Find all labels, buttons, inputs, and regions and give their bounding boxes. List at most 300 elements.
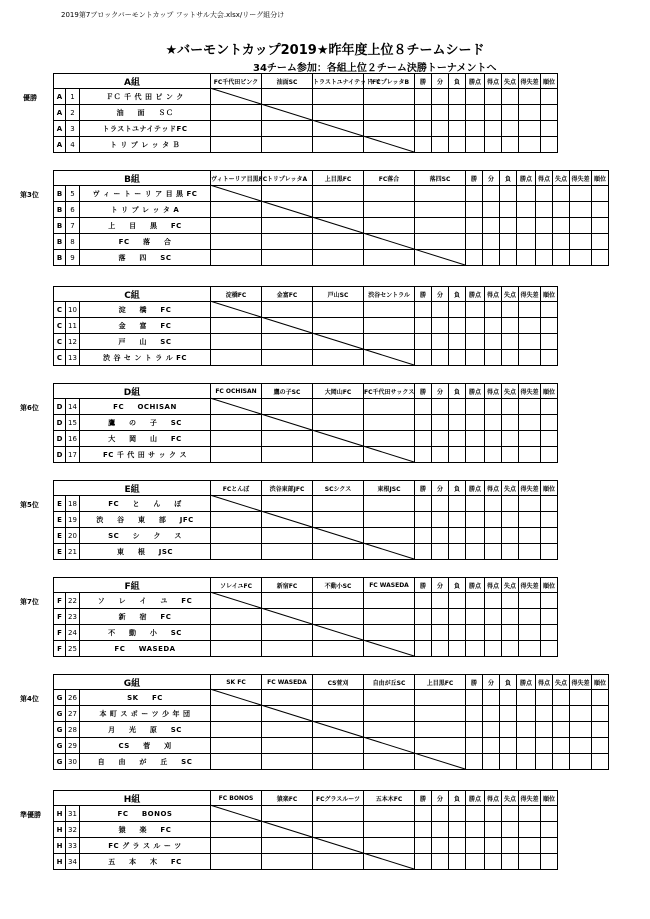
stat-cell	[570, 202, 592, 218]
team-number: 29	[66, 738, 80, 754]
stat-cell	[483, 754, 500, 770]
stat-cell	[519, 318, 541, 334]
previous-rank-label: 第3位	[20, 191, 39, 199]
group-table-B組	[53, 170, 609, 266]
match-result-cell	[211, 202, 262, 218]
stat-cell	[485, 625, 502, 641]
match-result-cell	[211, 137, 262, 153]
stat-cell	[500, 186, 517, 202]
stat-cell	[500, 218, 517, 234]
group-letter: C	[54, 302, 66, 318]
opponent-header: 上目黒FC	[415, 675, 466, 690]
group-letter: H	[54, 854, 66, 870]
stat-cell	[415, 528, 432, 544]
stat-header: 失点	[502, 74, 519, 89]
previous-rank-label: 第6位	[20, 404, 39, 412]
opponent-header: FC落合	[364, 171, 415, 186]
stat-cell	[517, 218, 536, 234]
match-result-cell	[262, 822, 313, 838]
stat-cell	[483, 706, 500, 722]
stat-cell	[432, 105, 449, 121]
group-name: F組	[54, 578, 211, 593]
team-row	[54, 202, 609, 218]
team-row	[54, 318, 558, 334]
stat-cell	[502, 105, 519, 121]
stat-header: 得点	[536, 171, 553, 186]
stat-header: 失点	[502, 481, 519, 496]
team-number: 25	[66, 641, 80, 657]
team-row	[54, 641, 558, 657]
opponent-header: SCシクス	[313, 481, 364, 496]
stat-cell	[517, 186, 536, 202]
stat-cell	[466, 105, 485, 121]
stat-header: 分	[483, 675, 500, 690]
stat-cell	[466, 822, 485, 838]
match-result-cell	[262, 250, 313, 266]
opponent-header: 落四SC	[415, 171, 466, 186]
stat-cell	[519, 415, 541, 431]
match-result-cell	[211, 186, 262, 202]
group-letter: C	[54, 350, 66, 366]
stat-cell	[502, 447, 519, 463]
opponent-header: トラストユナイテッドFC	[313, 74, 364, 89]
opponent-header: 鷹の子SC	[262, 384, 313, 399]
stat-header: 勝	[415, 578, 432, 593]
stat-cell	[536, 202, 553, 218]
match-result-cell	[262, 512, 313, 528]
stat-cell	[541, 121, 558, 137]
stat-cell	[570, 234, 592, 250]
opponent-header: FC BONOS	[211, 791, 262, 806]
group-name: E組	[54, 481, 211, 496]
match-result-cell	[262, 838, 313, 854]
stat-header: 分	[432, 578, 449, 593]
stat-cell	[415, 431, 432, 447]
match-result-cell	[313, 399, 364, 415]
stat-cell	[432, 822, 449, 838]
team-name: 鷹 の 子 SC	[80, 415, 211, 431]
stat-cell	[502, 137, 519, 153]
stat-cell	[449, 431, 466, 447]
stat-cell	[485, 528, 502, 544]
team-number: 3	[66, 121, 80, 137]
match-result-cell	[364, 838, 415, 854]
team-name: FC WASEDA	[80, 641, 211, 657]
stat-header: 得点	[485, 74, 502, 89]
stat-header: 得失差	[519, 384, 541, 399]
group-table-D組	[53, 383, 558, 463]
team-number: 6	[66, 202, 80, 218]
team-name: CS 菅 刈	[80, 738, 211, 754]
stat-header: 失点	[553, 171, 570, 186]
stat-cell	[502, 512, 519, 528]
stat-cell	[519, 447, 541, 463]
group-letter: F	[54, 593, 66, 609]
team-name: 戸 山 SC	[80, 334, 211, 350]
stat-cell	[541, 399, 558, 415]
stat-cell	[519, 399, 541, 415]
team-name: ト リ プ レ ッ タ A	[80, 202, 211, 218]
team-number: 5	[66, 186, 80, 202]
group-letter: F	[54, 641, 66, 657]
stat-header: 負	[449, 287, 466, 302]
stat-cell	[502, 528, 519, 544]
match-result-cell	[262, 399, 313, 415]
team-row	[54, 722, 609, 738]
group-letter: F	[54, 625, 66, 641]
stat-cell	[502, 431, 519, 447]
stat-cell	[415, 496, 432, 512]
stat-cell	[483, 218, 500, 234]
match-result-cell	[415, 218, 466, 234]
team-name: 自 由 が 丘 SC	[80, 754, 211, 770]
stat-cell	[449, 399, 466, 415]
stat-cell	[541, 334, 558, 350]
stat-cell	[449, 806, 466, 822]
group-table-F組	[53, 577, 558, 657]
stat-cell	[449, 105, 466, 121]
group-table-E組	[53, 480, 558, 560]
match-result-cell	[262, 318, 313, 334]
match-result-cell	[364, 754, 415, 770]
stat-cell	[592, 250, 609, 266]
match-result-cell	[313, 854, 364, 870]
group-table-C組	[53, 286, 558, 366]
stat-cell	[517, 738, 536, 754]
match-result-cell	[313, 838, 364, 854]
match-result-cell	[313, 218, 364, 234]
team-name: ＦＣ 千 代 田 ピ ン ク	[80, 89, 211, 105]
stat-header: 失点	[502, 791, 519, 806]
stat-header: 順位	[592, 675, 609, 690]
stat-cell	[502, 415, 519, 431]
match-result-cell	[415, 186, 466, 202]
stat-cell	[570, 738, 592, 754]
stat-cell	[592, 706, 609, 722]
stat-cell	[541, 431, 558, 447]
stat-cell	[541, 838, 558, 854]
stat-cell	[553, 754, 570, 770]
stat-cell	[466, 350, 485, 366]
stat-cell	[449, 854, 466, 870]
team-number: 11	[66, 318, 80, 334]
stat-cell	[415, 302, 432, 318]
team-row	[54, 334, 558, 350]
team-number: 24	[66, 625, 80, 641]
match-result-cell	[262, 593, 313, 609]
opponent-header: FC WASEDA	[364, 578, 415, 593]
match-result-cell	[313, 496, 364, 512]
match-result-cell	[211, 234, 262, 250]
stat-header: 勝	[466, 675, 483, 690]
stat-header: 得失差	[519, 791, 541, 806]
team-number: 18	[66, 496, 80, 512]
match-result-cell	[364, 202, 415, 218]
group-grid	[53, 790, 558, 870]
stat-cell	[415, 350, 432, 366]
team-row	[54, 822, 558, 838]
team-name: FC BONOS	[80, 806, 211, 822]
opponent-header: 金富FC	[262, 287, 313, 302]
opponent-header: 東根JSC	[364, 481, 415, 496]
team-number: 1	[66, 89, 80, 105]
stat-header: 分	[432, 791, 449, 806]
team-name: トラストユナイテッドFC	[80, 121, 211, 137]
stat-header: 得点	[485, 791, 502, 806]
match-result-cell	[211, 496, 262, 512]
group-name: G組	[54, 675, 211, 690]
match-result-cell	[262, 641, 313, 657]
stat-cell	[449, 609, 466, 625]
group-letter: E	[54, 544, 66, 560]
group-letter: E	[54, 528, 66, 544]
stat-cell	[519, 838, 541, 854]
stat-cell	[483, 186, 500, 202]
group-grid	[53, 674, 609, 770]
stat-cell	[519, 334, 541, 350]
stat-cell	[536, 738, 553, 754]
stat-cell	[485, 544, 502, 560]
opponent-header: SK FC	[211, 675, 262, 690]
stat-cell	[483, 722, 500, 738]
stat-cell	[541, 528, 558, 544]
stat-cell	[432, 609, 449, 625]
stat-cell	[415, 334, 432, 350]
stat-cell	[485, 496, 502, 512]
stat-cell	[415, 822, 432, 838]
stat-cell	[500, 722, 517, 738]
team-row	[54, 593, 558, 609]
stat-cell	[502, 350, 519, 366]
team-row	[54, 806, 558, 822]
opponent-header: 猿楽FC	[262, 791, 313, 806]
match-result-cell	[364, 722, 415, 738]
match-result-cell	[262, 690, 313, 706]
team-row	[54, 137, 558, 153]
match-result-cell	[364, 137, 415, 153]
stat-header: 負	[449, 791, 466, 806]
match-result-cell	[211, 806, 262, 822]
stat-cell	[541, 415, 558, 431]
stat-cell	[502, 625, 519, 641]
opponent-header: 油面SC	[262, 74, 313, 89]
match-result-cell	[211, 431, 262, 447]
stat-cell	[415, 609, 432, 625]
team-number: 9	[66, 250, 80, 266]
stat-header: 順位	[541, 791, 558, 806]
stat-cell	[485, 302, 502, 318]
stat-cell	[466, 722, 483, 738]
match-result-cell	[211, 690, 262, 706]
match-result-cell	[211, 302, 262, 318]
stat-header: 失点	[553, 675, 570, 690]
stat-cell	[519, 105, 541, 121]
stat-cell	[519, 593, 541, 609]
match-result-cell	[364, 105, 415, 121]
stat-cell	[466, 318, 485, 334]
match-result-cell	[313, 593, 364, 609]
match-result-cell	[211, 593, 262, 609]
stat-cell	[570, 754, 592, 770]
match-result-cell	[313, 609, 364, 625]
match-result-cell	[211, 318, 262, 334]
stat-cell	[415, 593, 432, 609]
match-result-cell	[313, 334, 364, 350]
match-result-cell	[262, 202, 313, 218]
stat-cell	[432, 838, 449, 854]
stat-cell	[415, 137, 432, 153]
group-grid	[53, 480, 558, 560]
match-result-cell	[262, 738, 313, 754]
stat-cell	[553, 202, 570, 218]
group-grid	[53, 383, 558, 463]
stat-cell	[432, 318, 449, 334]
team-row	[54, 250, 609, 266]
stat-cell	[415, 415, 432, 431]
match-result-cell	[364, 234, 415, 250]
team-number: 7	[66, 218, 80, 234]
group-header-row	[54, 481, 558, 496]
team-row	[54, 447, 558, 463]
team-number: 14	[66, 399, 80, 415]
match-result-cell	[313, 528, 364, 544]
stat-cell	[415, 89, 432, 105]
stat-cell	[415, 544, 432, 560]
match-result-cell	[364, 415, 415, 431]
match-result-cell	[211, 334, 262, 350]
stat-cell	[592, 754, 609, 770]
stat-cell	[519, 609, 541, 625]
stat-cell	[432, 350, 449, 366]
stat-cell	[592, 738, 609, 754]
match-result-cell	[313, 544, 364, 560]
match-result-cell	[415, 722, 466, 738]
match-result-cell	[262, 806, 313, 822]
group-table-H組	[53, 790, 558, 870]
group-letter: A	[54, 105, 66, 121]
stat-cell	[432, 89, 449, 105]
stat-cell	[415, 447, 432, 463]
stat-cell	[432, 854, 449, 870]
match-result-cell	[211, 754, 262, 770]
stat-cell	[502, 806, 519, 822]
team-row	[54, 431, 558, 447]
stat-header: 勝点	[466, 791, 485, 806]
stat-cell	[466, 528, 485, 544]
match-result-cell	[262, 218, 313, 234]
stat-header: 勝	[415, 74, 432, 89]
opponent-header: FC千代田ピンク	[211, 74, 262, 89]
stat-header: 勝	[415, 481, 432, 496]
match-result-cell	[211, 854, 262, 870]
match-result-cell	[364, 706, 415, 722]
stat-cell	[432, 334, 449, 350]
stat-cell	[449, 822, 466, 838]
stat-cell	[500, 234, 517, 250]
group-header-row	[54, 171, 609, 186]
stat-header: 順位	[541, 481, 558, 496]
stat-cell	[485, 593, 502, 609]
group-letter: G	[54, 690, 66, 706]
stat-cell	[485, 89, 502, 105]
team-row	[54, 625, 558, 641]
stat-cell	[466, 738, 483, 754]
stat-header: 得点	[485, 287, 502, 302]
match-result-cell	[364, 496, 415, 512]
stat-cell	[517, 202, 536, 218]
team-name: SC シ ク ス	[80, 528, 211, 544]
match-result-cell	[211, 706, 262, 722]
stat-cell	[570, 722, 592, 738]
team-number: 12	[66, 334, 80, 350]
stat-header: 勝	[466, 171, 483, 186]
stat-header: 勝点	[466, 578, 485, 593]
match-result-cell	[364, 822, 415, 838]
stat-cell	[466, 838, 485, 854]
group-letter: H	[54, 838, 66, 854]
page-subtitle: 34チーム参加：各組上位２チーム決勝トーナメントへ	[253, 63, 497, 74]
match-result-cell	[364, 89, 415, 105]
group-letter: D	[54, 431, 66, 447]
stat-cell	[466, 690, 483, 706]
stat-cell	[449, 89, 466, 105]
stat-cell	[570, 186, 592, 202]
match-result-cell	[364, 218, 415, 234]
stat-header: 負	[500, 675, 517, 690]
group-header-row	[54, 578, 558, 593]
stat-cell	[432, 496, 449, 512]
group-letter: B	[54, 234, 66, 250]
stat-cell	[553, 738, 570, 754]
stat-header: 負	[500, 171, 517, 186]
opponent-header: 不動小SC	[313, 578, 364, 593]
stat-cell	[519, 496, 541, 512]
stat-cell	[502, 496, 519, 512]
stat-cell	[500, 754, 517, 770]
match-result-cell	[364, 806, 415, 822]
stat-cell	[519, 512, 541, 528]
match-result-cell	[313, 690, 364, 706]
stat-cell	[415, 806, 432, 822]
team-name: 新 宿 FC	[80, 609, 211, 625]
stat-cell	[432, 447, 449, 463]
team-name: ト リ プ レ ッ タ Ｂ	[80, 137, 211, 153]
team-name: FC OCHISAN	[80, 399, 211, 415]
stat-cell	[415, 121, 432, 137]
stat-header: 負	[449, 74, 466, 89]
stat-cell	[466, 218, 483, 234]
stat-cell	[485, 609, 502, 625]
stat-cell	[541, 593, 558, 609]
stat-cell	[449, 137, 466, 153]
stat-cell	[449, 544, 466, 560]
stat-header: 分	[483, 171, 500, 186]
team-row	[54, 218, 609, 234]
match-result-cell	[211, 447, 262, 463]
stat-cell	[519, 854, 541, 870]
team-name: ソ レ イ ユ FC	[80, 593, 211, 609]
match-result-cell	[313, 302, 364, 318]
stat-cell	[541, 447, 558, 463]
opponent-header: 自由が丘SC	[364, 675, 415, 690]
stat-cell	[449, 512, 466, 528]
stat-cell	[466, 302, 485, 318]
stat-cell	[466, 496, 485, 512]
stat-cell	[502, 334, 519, 350]
stat-cell	[536, 690, 553, 706]
stat-cell	[541, 318, 558, 334]
group-table-G組	[53, 674, 609, 770]
